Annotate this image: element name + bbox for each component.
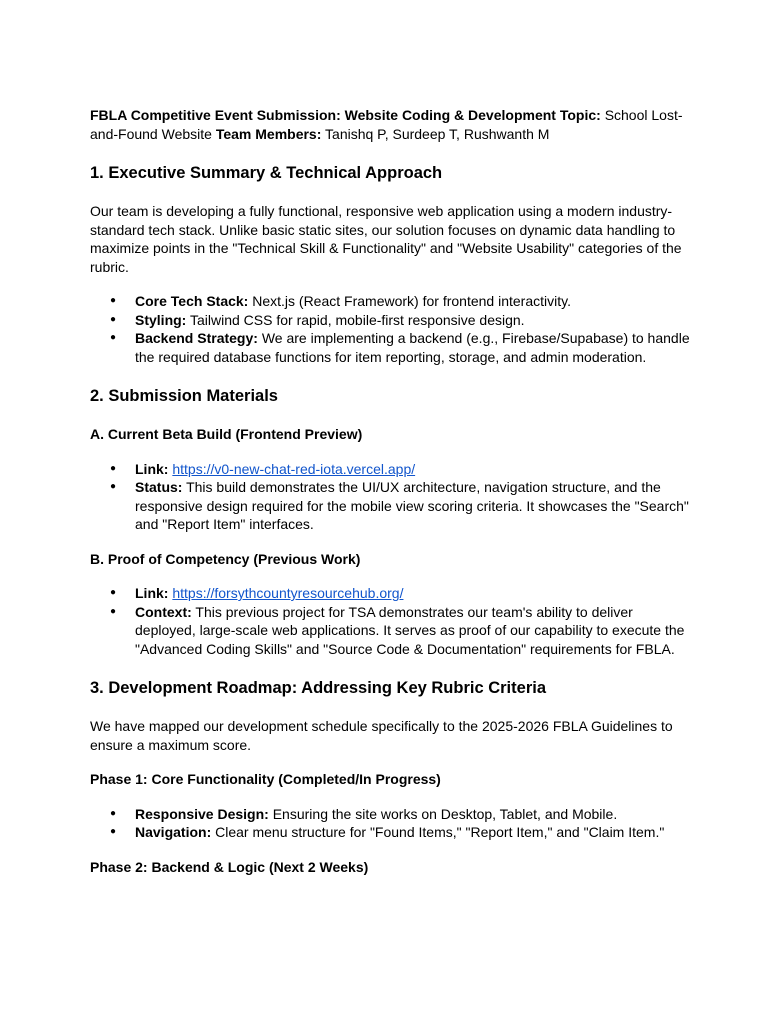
list-item [90, 478, 690, 534]
list-item [90, 603, 690, 659]
phase1-heading: Phase 1: Core Functionality (Completed/In Progress) [90, 771, 441, 787]
bullet-label: Styling: [135, 311, 187, 328]
bullet-label: Navigation: [135, 824, 212, 840]
previous-work-link[interactable]: https://forsythcountyresourcehub.org/ [172, 585, 404, 601]
status-label: Status: [135, 479, 183, 495]
context-text: This previous project for TSA demonstrates our team's ability to deliver deployed, large-scale web applications. It serves as proof of our capability to execute the "Advanced Coding Skills" and "Source Code & Documentation" requirements for FBLA. [135, 603, 685, 657]
list-item [90, 292, 690, 311]
bullet-text: We are implementing a backend (e.g., Firebase/Supabase) to handle the required database functions for item reporting, storage, and admin moderation. [135, 330, 690, 365]
team-value: Tanishq P, Surdeep T, Rushwanth M [325, 125, 550, 142]
topic-value: School Lost-and-Found Website [90, 107, 683, 142]
section2-heading: 2. Submission Materials [90, 387, 278, 405]
bullet-label: Responsive Design: [135, 805, 269, 822]
subsection-b-heading: B. Proof of Competency (Previous Work) [90, 550, 361, 567]
section1-paragraph: Our team is developing a fully functional, responsive web application using a modern industry-standard tech stack. Unlike basic static sites, our solution focuses on dynamic data handling to maximize points in the "Technical Skill & Functionality" and "Website Usability" categories of the rubric. [90, 203, 682, 275]
phase2-heading: Phase 2: Backend & Logic (Next 2 Weeks) [90, 858, 369, 875]
submission-header [90, 106, 690, 143]
status-text: This build demonstrates the UI/UX architecture, navigation structure, and the responsive design required for the mobile view scoring criteria. It showcases the "Search" and "Report Item" interfaces. [135, 479, 689, 532]
list-item [90, 460, 690, 479]
bullet-label: Core Tech Stack: [135, 293, 249, 309]
section1-heading: 1. Executive Summary & Technical Approach [90, 164, 443, 182]
list-item [90, 823, 690, 842]
bullet-label: Backend Strategy: [135, 330, 258, 346]
list-item [90, 584, 690, 603]
subsection-b-list [90, 584, 690, 658]
bullet-text: Clear menu structure for "Found Items," "Report Item," and "Claim Item." [215, 824, 665, 840]
link-label: Link: [135, 585, 169, 601]
list-item [90, 805, 690, 824]
list-item [90, 329, 690, 366]
beta-build-link[interactable]: https://v0-new-chat-red-iota.vercel.app/ [172, 460, 416, 477]
event-label: FBLA Competitive Event Submission: [90, 107, 341, 123]
subsection-a-heading: A. Current Beta Build (Frontend Preview) [90, 426, 363, 442]
phase1-list [90, 805, 690, 842]
list-item [90, 311, 690, 330]
context-label: Context: [135, 603, 192, 620]
link-label: Link: [135, 460, 169, 477]
subsection-a-list [90, 460, 690, 534]
bullet-text: Tailwind CSS for rapid, mobile-first responsive design. [189, 311, 525, 328]
section3-heading: 3. Development Roadmap: Addressing Key Rubric Criteria [90, 679, 546, 697]
bullet-text: Next.js (React Framework) for frontend interactivity. [252, 293, 571, 309]
section1-bullet-list [90, 292, 690, 366]
team-label: Team Members: [215, 125, 322, 142]
section3-paragraph: We have mapped our development schedule specifically to the 2025-2026 FBLA Guidelines to ensure a maximum score. [90, 718, 673, 753]
bullet-text: Ensuring the site works on Desktop, Tablet, and Mobile. [272, 805, 618, 822]
topic-label: Website Coding & Development Topic: [344, 107, 601, 123]
document-body [90, 106, 690, 892]
